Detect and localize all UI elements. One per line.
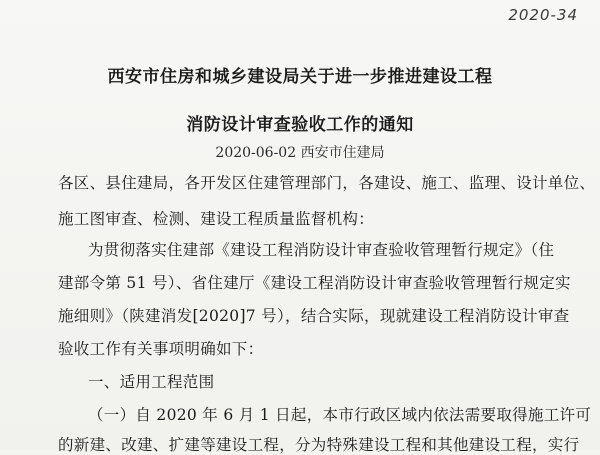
body-line: 施工图审查、检测、建设工程质量监督机构： — [58, 210, 375, 228]
publish-date-source: 2020-06-02 西安市住建局 — [215, 145, 385, 161]
body-line: 施细则》（陕建消发[2020]7 号），结合实际，现就建设工程消防设计审查 — [58, 307, 570, 325]
body-line: 各区、县住建局，各开发区住建管理部门，各建设、施工、监理、设计单位、 — [58, 174, 596, 192]
document-title-line-1: 西安市住房和城乡建设局关于进一步推进建设工程 — [107, 67, 493, 87]
body-line: （一）自 2020 年 6 月 1 日起，本市行政区域内依法需要取得施工许可 — [88, 406, 592, 424]
body-line: 验收工作有关事项明确如下： — [58, 340, 264, 358]
document-title-line-2: 消防设计审查验收工作的通知 — [186, 115, 414, 135]
section-heading: 一、适用工程范围 — [88, 373, 215, 391]
body-line: 的新建、改建、扩建等建设工程，分为特殊建设工程和其他建设工程，实行 — [58, 436, 580, 454]
body-line: 为贯彻落实住建部《建设工程消防设计审查验收管理暂行规定》（住 — [88, 241, 555, 259]
body-line: 建部令第 51 号）、省住建厅《建设工程消防设计审查验收管理暂行规定实 — [58, 274, 571, 292]
handwritten-note: 2020-34 — [508, 6, 578, 24]
